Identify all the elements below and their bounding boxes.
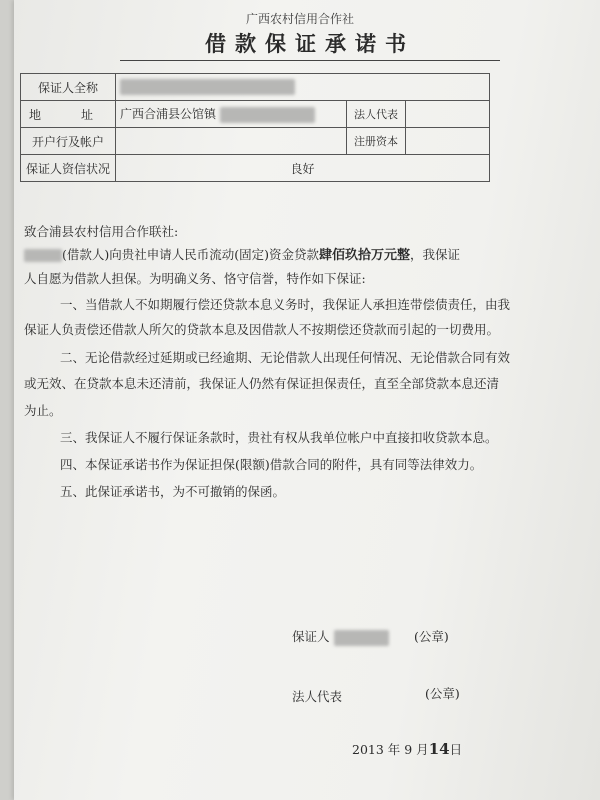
legal-rep-value xyxy=(406,101,490,128)
date-day: 14 xyxy=(428,740,450,758)
credit-status-label: 保证人资信状况 xyxy=(21,155,116,182)
redacted-borrower-name xyxy=(24,249,62,262)
table-row xyxy=(21,128,490,155)
redacted-guarantor-signature xyxy=(334,630,389,646)
clause-2-line-1: 二、无论借款经过延期或已经逾期、无论借款人出现任何情况、无论借款合同有效 xyxy=(60,350,511,365)
guarantor-signature-line xyxy=(292,627,389,646)
guarantor-label: 保证人 xyxy=(292,629,330,644)
guarantor-name-label: 保证人全称 xyxy=(21,74,116,101)
clause-4: 四、本保证承诺书作为保证担保(限额)借款合同的附件，具有同等法律效力。 xyxy=(60,457,483,472)
addressee: 致合浦县农村信用合作联社: xyxy=(24,224,179,239)
paragraph-1-text-a: (借款人)向贵社申请人民币流动(固定)资金贷款 xyxy=(62,247,320,262)
bank-account-label: 开户行及帐户 xyxy=(21,128,116,155)
signing-date xyxy=(352,740,462,758)
table-row xyxy=(21,101,490,128)
guarantor-info-table xyxy=(20,73,490,182)
table-row xyxy=(21,155,490,182)
registered-capital-value xyxy=(406,128,490,155)
seal-label-2: (公章) xyxy=(425,686,460,701)
date-prefix: 2013 年 9 月 xyxy=(352,742,429,757)
registered-capital-label: 注册资本 xyxy=(347,128,406,155)
seal-label-1: (公章) xyxy=(414,629,449,644)
clause-2-line-2: 或无效、在贷款本息未还清前，我保证人仍然有保证担保责任，直至全部贷款本息还清 xyxy=(24,376,500,391)
address-value-cell xyxy=(116,101,347,128)
legal-rep-label: 法人代表 xyxy=(347,101,406,128)
redacted-address xyxy=(220,107,315,123)
clause-5: 五、此保证承诺书，为不可撤销的保函。 xyxy=(60,484,286,499)
guarantor-name-value xyxy=(116,74,490,101)
organization-header: 广西农村信用合作社 xyxy=(245,12,354,26)
paragraph-1-line-2: 人自愿为借款人担保。为明确义务、恪守信誉，特作如下保证: xyxy=(24,271,366,286)
paragraph-1-text-b: ，我保证 xyxy=(410,247,461,262)
clause-3: 三、我保证人不履行保证条款时，贵社有权从我单位帐户中直接扣收贷款本息。 xyxy=(60,430,498,445)
address-value: 广西合浦县公馆镇 xyxy=(120,107,217,122)
document-title: 借款保证承诺书 xyxy=(120,28,500,61)
paragraph-1-line-1 xyxy=(24,244,514,263)
clause-1-line-2: 保证人负责偿还借款人所欠的贷款本息及因借款人不按期偿还贷款而引起的一切费用。 xyxy=(24,322,500,337)
table-row xyxy=(21,74,490,101)
clause-1-line-1: 一、当借款人不如期履行偿还贷款本息义务时，我保证人承担连带偿债责任，由我 xyxy=(60,297,511,312)
date-suffix: 日 xyxy=(449,742,463,757)
redacted-guarantor-name xyxy=(120,79,295,95)
bank-account-value xyxy=(116,128,347,155)
clause-2-line-3: 为止。 xyxy=(24,403,62,418)
loan-amount: 肆佰玖拾万元整 xyxy=(319,248,411,263)
address-label: 地 址 xyxy=(21,101,116,128)
legal-rep-signature-label: 法人代表 xyxy=(292,689,343,704)
credit-status-value: 良好 xyxy=(116,155,490,182)
